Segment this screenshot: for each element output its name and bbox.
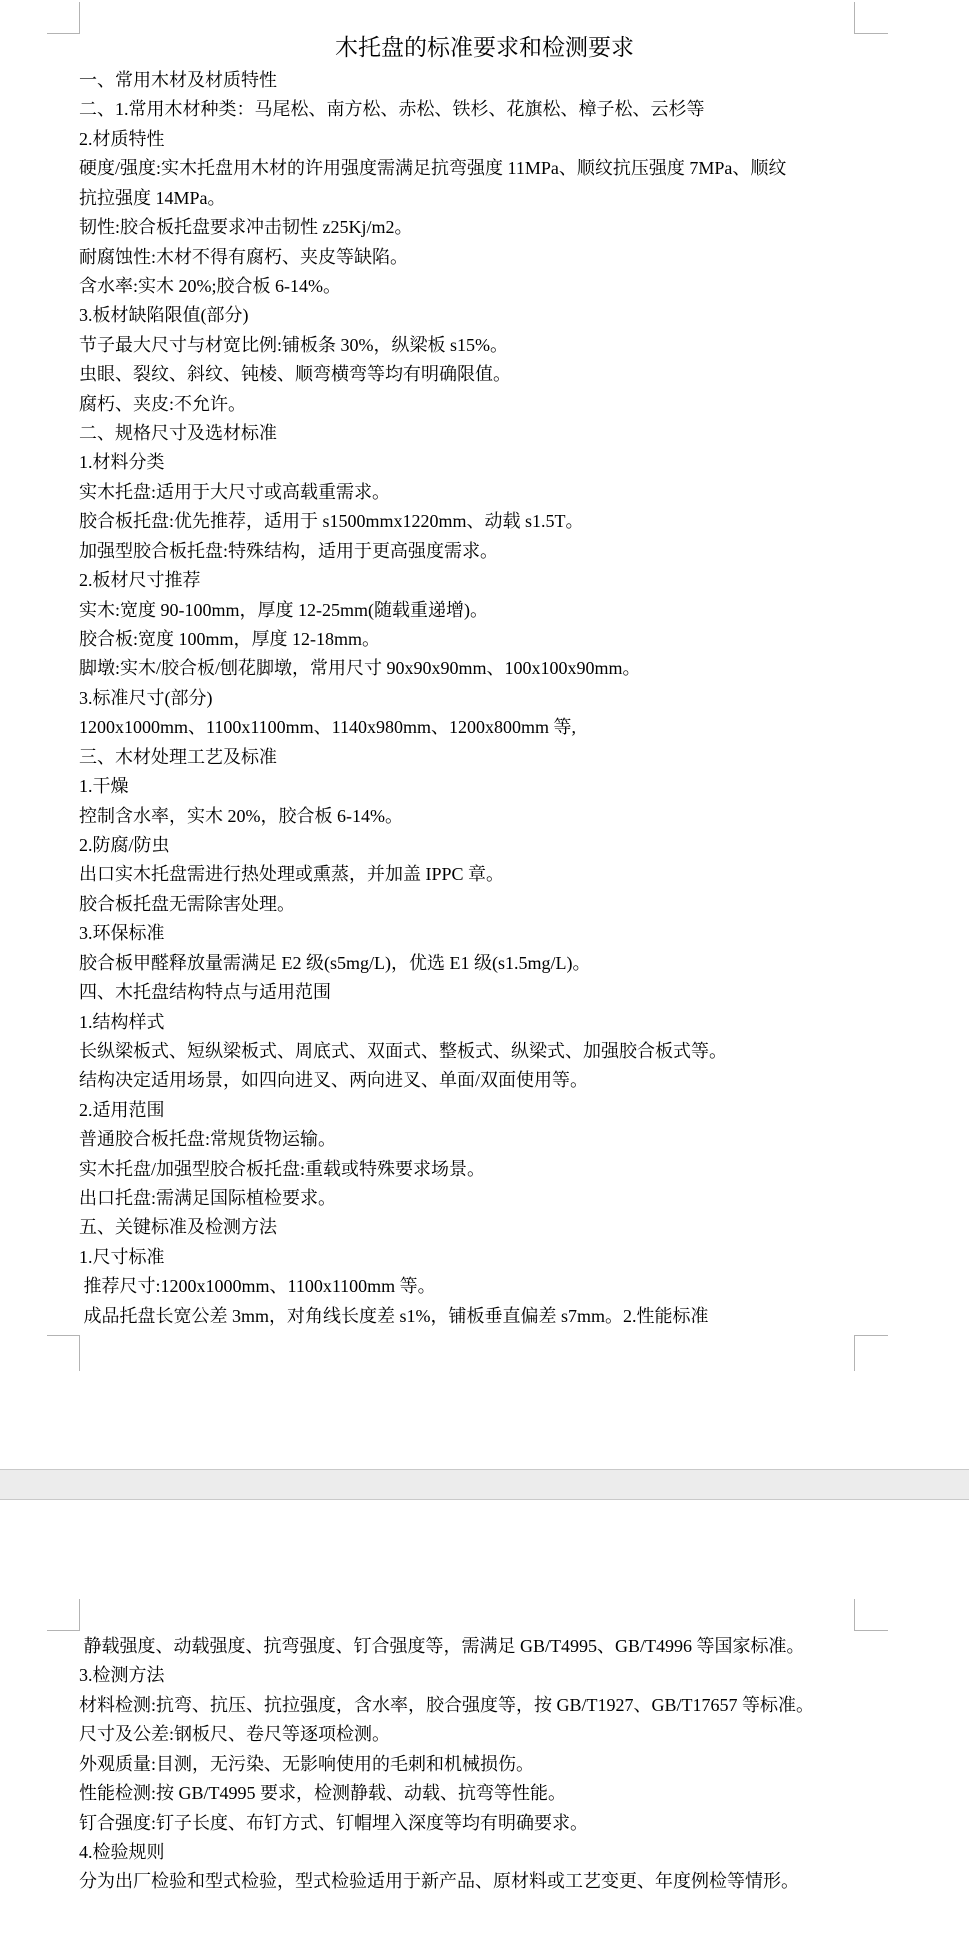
text-line[interactable]: 韧性:胶合板托盘要求冲击韧性 z25Kj/m2。 [79,217,413,238]
text-line[interactable]: 含水率:实木 20%;胶合板 6-14%。 [79,275,341,296]
text-line[interactable]: 三、木材处理工艺及标准 [79,746,277,767]
text-line[interactable]: 成品托盘长宽公差 3mm，对角线长度差 s1%，铺板垂直偏差 s7mm。2.性能标准 [79,1305,709,1326]
text-line[interactable]: 控制含水率，实木 20%，胶合板 6-14%。 [79,805,403,826]
text-line[interactable]: 脚墩:实木/胶合板/刨花脚墩，常用尺寸 90x90x90mm、100x100x90mm。 [79,658,641,679]
text-line[interactable]: 二、1.常用木材种类：马尾松、南方松、赤松、铁杉、花旗松、樟子松、云杉等 [79,99,705,120]
text-line[interactable]: 五、关键标准及检测方法 [79,1217,277,1238]
text-line[interactable]: 硬度/强度:实木托盘用木材的许用强度需满足抗弯强度 11MPa、顺纹抗压强度 7MPa、顺纹 [79,158,787,179]
text-line[interactable]: 四、木托盘结构特点与适用范围 [79,982,331,1003]
text-line[interactable]: 尺寸及公差:钢板尺、卷尺等逐项检测。 [79,1724,390,1745]
text-line[interactable]: 1.尺寸标准 [79,1246,165,1267]
text-line[interactable]: 静载强度、动载强度、抗弯强度、钉合强度等，需满足 GB/T4995、GB/T4996 等国家标准。 [79,1636,805,1656]
text-line[interactable]: 实木托盘/加强型胶合板托盘:重载或特殊要求场景。 [79,1158,485,1179]
text-line[interactable]: 1200x1000mm、1100x1100mm、1140x980mm、1200x800mm 等, [79,717,577,738]
text-line[interactable]: 1.材料分类 [79,452,165,473]
page1-margin-corner-bottom-left-mark [47,1335,80,1371]
text-line[interactable]: 实木托盘:适用于大尺寸或高载重需求。 [79,481,390,502]
text-line[interactable]: 3.板材缺陷限值(部分) [79,305,249,326]
text-line[interactable]: 出口实木托盘需进行热处理或熏蒸，并加盖 IPPC 章。 [79,864,505,885]
text-line[interactable]: 4.检验规则 [79,1841,165,1862]
text-line[interactable]: 耐腐蚀性:木材不得有腐朽、夹皮等缺陷。 [79,246,408,267]
page2-margin-corner-top-right-mark [854,1599,888,1631]
text-line[interactable]: 3.环保标准 [79,923,165,944]
text-line[interactable]: 2.适用范围 [79,1099,165,1120]
page1-text-block[interactable] [79,66,899,1331]
text-line[interactable]: 二、规格尺寸及选材标准 [79,423,277,444]
text-line[interactable]: 普通胶合板托盘:常规货物运输。 [79,1129,336,1150]
text-line[interactable]: 1.结构样式 [79,1011,165,1032]
text-line[interactable]: 2.材质特性 [79,128,165,149]
page2-text-block[interactable] [79,1632,899,1897]
text-line[interactable]: 钉合强度:钉子长度、布钉方式、钉帽埋入深度等均有明确要求。 [79,1812,588,1833]
text-line[interactable]: 2.防腐/防虫 [79,834,170,855]
text-line[interactable]: 性能检测:按 GB/T4995 要求，检测静载、动载、抗弯等性能。 [79,1783,566,1804]
text-line[interactable]: 虫眼、裂纹、斜纹、钝棱、顺弯横弯等均有明确限值。 [79,364,511,385]
text-line[interactable]: 胶合板甲醛释放量需满足 E2 级(s5mg/L)，优选 E1 级(s1.5mg/L)。 [79,952,591,973]
text-line[interactable]: 抗拉强度 14MPa。 [79,187,226,208]
text-line[interactable]: 胶合板托盘:优先推荐，适用于 s1500mmx1220mm、动载 s1.5T。 [79,511,584,532]
document-title[interactable]: 木托盘的标准要求和检测要求 [335,35,634,60]
page-separator [0,1469,969,1500]
text-line[interactable]: 长纵梁板式、短纵梁板式、周底式、双面式、整板式、纵梁式、加强胶合板式等。 [79,1040,727,1061]
text-line[interactable]: 实木:宽度 90-100mm，厚度 12-25mm(随载重递增)。 [79,599,488,620]
text-line[interactable]: 3.检测方法 [79,1665,165,1686]
text-line[interactable]: 加强型胶合板托盘:特殊结构，适用于更高强度需求。 [79,540,498,561]
text-line[interactable]: 分为出厂检验和型式检验，型式检验适用于新产品、原材料或工艺变更、年度例检等情形。 [79,1871,799,1892]
text-line[interactable]: 结构决定适用场景，如四向进叉、两向进叉、单面/双面使用等。 [79,1070,588,1091]
text-line[interactable]: 胶合板托盘无需除害处理。 [79,893,295,914]
text-line[interactable]: 2.板材尺寸推荐 [79,570,201,591]
text-line[interactable]: 节子最大尺寸与材宽比例:铺板条 30%，纵梁板 s15%。 [79,334,508,355]
text-line[interactable]: 胶合板:宽度 100mm，厚度 12-18mm。 [79,629,380,650]
text-line[interactable]: 一、常用木材及材质特性 [79,70,277,90]
text-line[interactable]: 外观质量:目测，无污染、无影响使用的毛刺和机械损伤。 [79,1753,534,1774]
page1-margin-corner-bottom-right-mark [854,1335,888,1371]
text-line[interactable]: 1.干燥 [79,776,129,797]
text-line[interactable]: 3.标准尺寸(部分) [79,687,213,708]
page2-margin-corner-top-left-mark [47,1599,80,1631]
text-line[interactable]: 推荐尺寸:1200x1000mm、1100x1100mm 等。 [79,1276,436,1297]
text-line[interactable]: 材料检测:抗弯、抗压、抗拉强度，含水率，胶合强度等，按 GB/T1927、GB/T17657 等标准。 [79,1694,814,1715]
text-line[interactable]: 腐朽、夹皮:不允许。 [79,393,247,414]
text-line[interactable]: 出口托盘:需满足国际植检要求。 [79,1188,336,1209]
